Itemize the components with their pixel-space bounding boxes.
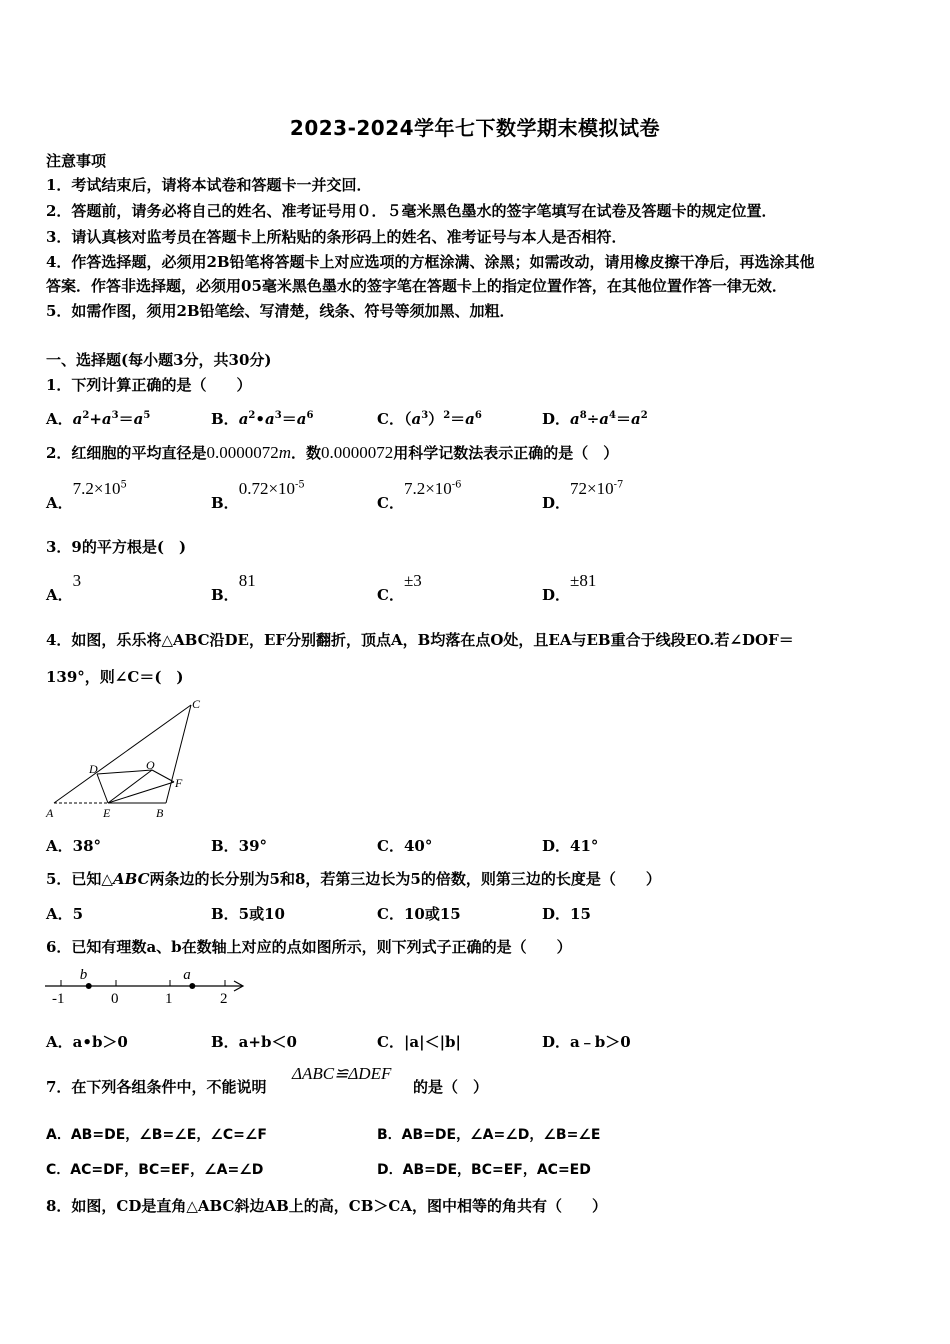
q2-option-c[interactable] bbox=[377, 478, 462, 512]
stem-text: 两条边的长分别为5和8，若第三边长为5的倍数，则第三边的长度是（ ） bbox=[149, 870, 661, 888]
q5-option-a[interactable]: A．5 bbox=[46, 905, 84, 923]
math-var: a bbox=[599, 410, 610, 428]
question-1-stem: 1．下列计算正确的是（ ） bbox=[46, 376, 252, 394]
fig-label-b: B bbox=[156, 806, 164, 820]
point-b bbox=[86, 983, 92, 989]
option-label: C． bbox=[377, 410, 404, 428]
math-var: a bbox=[411, 410, 422, 428]
math-number: 0.0000072 bbox=[206, 443, 279, 462]
notice-line: 4．作答选择题，必须用2B铅笔将答题卡上对应选项的方框涂满、涂黑；如需改动，请用橡皮擦干净后，再选涂其他 bbox=[46, 253, 815, 271]
q4-option-b[interactable]: B．39° bbox=[211, 837, 268, 855]
math-op: ×10 bbox=[587, 479, 614, 498]
fig-edge-ef bbox=[108, 782, 174, 803]
question-4-stem: 4．如图，乐乐将△ABC沿DE，EF分别翻折，顶点A，B均落在点O处，且EA与EB重合于线段EO.若∠DOF＝ bbox=[46, 631, 794, 649]
math-var: a bbox=[465, 410, 475, 428]
tick-label-m1: -1 bbox=[52, 991, 65, 1007]
q7-option-c[interactable]: C．AC=DF，BC=EF，∠A=∠D bbox=[46, 1162, 264, 1178]
tick-label-1: 1 bbox=[165, 991, 173, 1007]
exponent: 4 bbox=[609, 410, 616, 421]
q2-option-b[interactable] bbox=[211, 478, 305, 512]
math-op: ＝ bbox=[281, 410, 297, 428]
math-number: 72 bbox=[570, 479, 588, 498]
q4-option-c[interactable]: C．40° bbox=[377, 837, 433, 855]
option-label: B． bbox=[211, 586, 239, 604]
option-label: D． bbox=[542, 494, 571, 512]
q2-option-a[interactable] bbox=[46, 478, 127, 512]
section-heading: 一、选择题(每小题3分，共30分) bbox=[46, 351, 272, 369]
question-7-stem-end: 的是（ ） bbox=[413, 1078, 489, 1096]
exponent: -5 bbox=[295, 479, 305, 491]
exponent: 2 bbox=[640, 410, 648, 421]
exponent: 3 bbox=[111, 410, 119, 421]
exponent: 2 bbox=[443, 410, 451, 421]
option-label: A． bbox=[46, 586, 73, 604]
math-var: a bbox=[631, 410, 641, 428]
question-7-stem: 7．在下列各组条件中，不能说明 bbox=[46, 1078, 267, 1096]
math-op: ×10 bbox=[93, 479, 121, 498]
math-var: a bbox=[72, 410, 83, 428]
exponent: 2 bbox=[248, 410, 256, 421]
math-number: 7.2 bbox=[72, 479, 94, 498]
math-number: 0.72 bbox=[238, 479, 269, 498]
math-op: ÷ bbox=[586, 410, 600, 428]
q6-option-d[interactable]: D．a﹣b＞0 bbox=[542, 1033, 631, 1051]
exponent: 5 bbox=[120, 479, 127, 491]
exponent: 5 bbox=[143, 410, 151, 421]
notice-line: 1．考试结束后，请将本试卷和答题卡一并交回． bbox=[46, 176, 372, 194]
math-op: ＝ bbox=[450, 410, 466, 428]
math-var: a bbox=[296, 410, 307, 428]
fig-label-o: O bbox=[146, 758, 155, 772]
q1-option-c[interactable] bbox=[377, 408, 482, 429]
option-label: A． bbox=[46, 494, 73, 512]
q6-option-b[interactable]: B．a+b＜0 bbox=[211, 1033, 297, 1051]
option-label: B． bbox=[211, 410, 239, 428]
fig-label-c: C bbox=[192, 697, 201, 711]
notice-line: 5．如需作图，须用2B铅笔绘、写清楚，线条、符号等须加黑、加粗． bbox=[46, 302, 515, 320]
q3-option-a[interactable] bbox=[46, 570, 82, 604]
point-label-a: a bbox=[183, 967, 191, 983]
fig-edge-de bbox=[97, 774, 108, 803]
option-label: D． bbox=[542, 586, 571, 604]
tick-label-0: 0 bbox=[111, 991, 119, 1007]
question-4-stem-cont: 139°，则∠C＝( ) bbox=[46, 668, 184, 686]
q5-option-d[interactable]: D．15 bbox=[542, 905, 591, 923]
notice-line: 3．请认真核对监考员在答题卡上所粘贴的条形码上的姓名、准考证号与本人是否相符． bbox=[46, 228, 627, 246]
math-var: a bbox=[101, 410, 112, 428]
fig-edge-do bbox=[97, 770, 152, 774]
exponent: 3 bbox=[421, 410, 429, 421]
question-8-stem: 8．如图，CD是直角△ABC斜边AB上的高，CB＞CA，图中相等的角共有（ ） bbox=[46, 1197, 607, 1215]
math-number: 7.2 bbox=[403, 479, 426, 498]
q4-option-d[interactable]: D．41° bbox=[542, 837, 599, 855]
fig-label-e: E bbox=[103, 806, 111, 820]
question-2-stem bbox=[46, 443, 618, 463]
point-a bbox=[189, 983, 195, 989]
notice-heading: 注意事项 bbox=[46, 152, 107, 170]
fig-edge-eo bbox=[108, 770, 152, 803]
stem-text: ．数 bbox=[290, 444, 321, 462]
q7-option-b[interactable]: B．AB=DE，∠A=∠D，∠B=∠E bbox=[377, 1127, 601, 1143]
q1-option-b[interactable] bbox=[211, 408, 313, 429]
fig-edge-of bbox=[152, 770, 174, 782]
math-op: • bbox=[255, 410, 265, 428]
question-5-stem bbox=[46, 869, 661, 889]
math-var: a bbox=[133, 410, 144, 428]
question-6-stem: 6．已知有理数a、b在数轴上对应的点如图所示，则下列式子正确的是（ ） bbox=[46, 938, 572, 956]
math-var: a bbox=[238, 410, 249, 428]
tick-label-2: 2 bbox=[220, 991, 228, 1007]
q3-option-b[interactable] bbox=[211, 570, 256, 604]
exponent: -7 bbox=[613, 479, 624, 491]
stem-text: 用科学记数法表示正确的是（ ） bbox=[393, 444, 619, 462]
option-label: C． bbox=[377, 586, 404, 604]
math-op: + bbox=[89, 410, 102, 428]
math-op: ＝ bbox=[616, 410, 632, 428]
paren: ） bbox=[428, 410, 444, 428]
q1-option-d[interactable] bbox=[542, 408, 648, 429]
q6-option-c[interactable]: C．|a|＜|b| bbox=[377, 1033, 461, 1051]
math-var: ABC bbox=[112, 870, 150, 888]
math-op: ＝ bbox=[118, 410, 134, 428]
q4-option-a[interactable]: A．38° bbox=[46, 837, 102, 855]
exponent: 6 bbox=[474, 410, 482, 421]
q3-option-d[interactable] bbox=[542, 570, 597, 604]
triangle-fold-figure bbox=[40, 693, 220, 823]
math-number: ±81 bbox=[570, 571, 597, 590]
q2-option-d[interactable] bbox=[542, 478, 624, 512]
math-var: a bbox=[264, 410, 275, 428]
q6-option-a[interactable]: A．a•b＞0 bbox=[46, 1033, 128, 1051]
q3-option-c[interactable] bbox=[377, 570, 422, 604]
exponent: 8 bbox=[579, 410, 587, 421]
q7-option-a[interactable]: A．AB=DE，∠B=∠E，∠C=∠F bbox=[46, 1127, 267, 1143]
notice-line: 2．答题前，请务必将自己的姓名、准考证号用０．５毫米黑色墨水的签字笔填写在试卷及答题卡的规定位置． bbox=[46, 202, 777, 220]
fig-edge-ac bbox=[54, 705, 191, 803]
fig-label-d: D bbox=[89, 762, 98, 776]
fig-label-f: F bbox=[175, 776, 183, 790]
math-number: 3 bbox=[72, 571, 82, 590]
fig-label-a: A bbox=[46, 806, 54, 820]
exponent: 6 bbox=[306, 410, 314, 421]
math-op: ×10 bbox=[268, 479, 296, 498]
math-var: a bbox=[570, 410, 580, 428]
exponent: -6 bbox=[451, 479, 462, 491]
q7-formula: ΔABC≌ΔDEF bbox=[292, 1064, 392, 1083]
option-label: D． bbox=[542, 410, 571, 428]
number-line-figure bbox=[40, 962, 250, 1010]
q1-option-a[interactable] bbox=[46, 408, 150, 429]
option-label: A． bbox=[46, 410, 73, 428]
math-number: 0.0000072 bbox=[321, 443, 394, 462]
option-label: C． bbox=[377, 494, 404, 512]
math-unit: m bbox=[278, 443, 291, 462]
math-op: ×10 bbox=[425, 479, 452, 498]
question-3-stem: 3．9的平方根是( ) bbox=[46, 538, 187, 556]
q7-option-d[interactable]: D．AB=DE，BC=EF，AC=ED bbox=[377, 1162, 591, 1178]
exponent: 3 bbox=[274, 410, 282, 421]
paren: （ bbox=[403, 410, 412, 428]
stem-text: 5．已知△ bbox=[46, 870, 113, 888]
point-label-b: b bbox=[79, 967, 88, 983]
notice-line: 答案．作答非选择题，必须用05毫米黑色墨水的签字笔在答题卡上的指定位置作答，在其他位置作答一律无效． bbox=[46, 277, 787, 295]
q5-option-c[interactable]: C．10或15 bbox=[377, 905, 461, 923]
option-label: B． bbox=[211, 494, 239, 512]
math-number: 81 bbox=[238, 571, 256, 590]
q5-option-b[interactable]: B．5或10 bbox=[211, 905, 285, 923]
page-title: 2023-2024学年七下数学期末模拟试卷 bbox=[289, 116, 661, 140]
math-number: ±3 bbox=[403, 571, 422, 590]
exponent: 2 bbox=[82, 410, 90, 421]
stem-text: 2．红细胞的平均直径是 bbox=[46, 444, 207, 462]
